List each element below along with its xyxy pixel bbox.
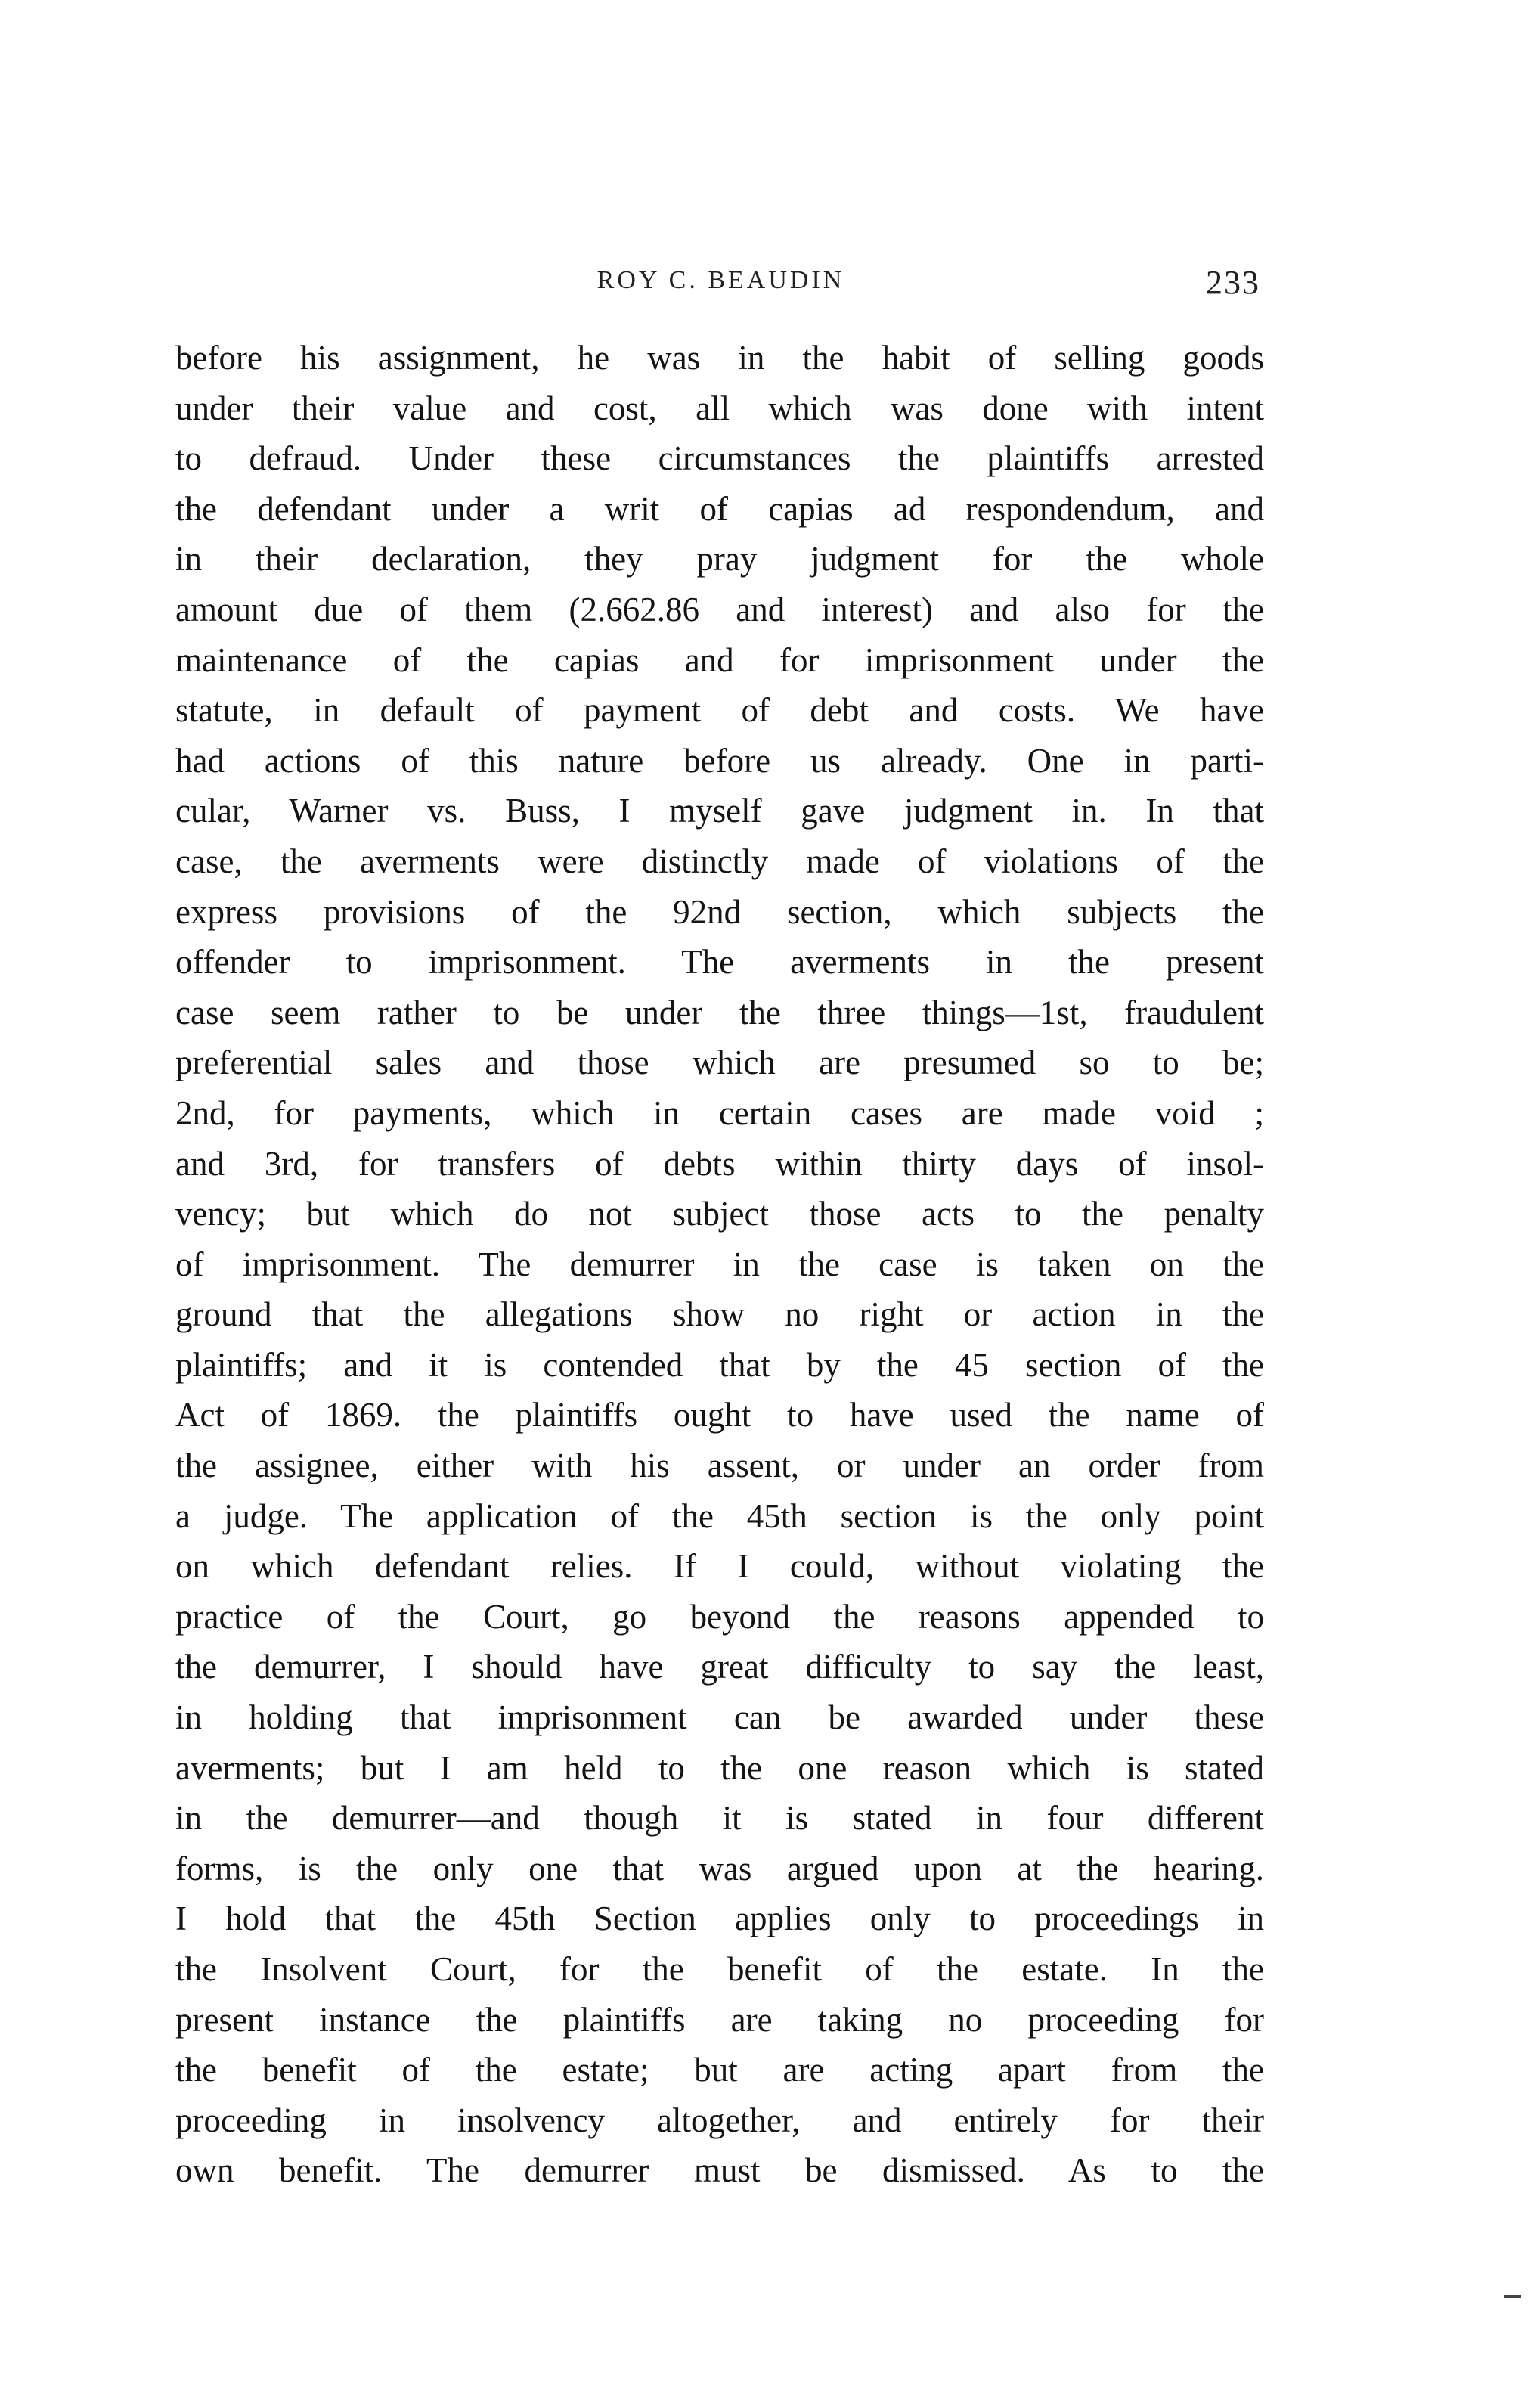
text-line: ground that the allegations show no right or action in the [175, 1295, 1264, 1334]
text-line: preferential sales and those which are presumed so to be; [175, 1044, 1264, 1082]
text-line: practice of the Court, go beyond the reasons appended to [175, 1597, 1264, 1636]
text-line: and 3rd, for transfers of debts within thirty days of insol- [175, 1144, 1264, 1183]
text-line: to defraud. Under these circumstances the plaintiffs arrested [175, 439, 1264, 478]
text-line: had actions of this nature before us already. One in parti- [175, 741, 1264, 780]
page-header [181, 266, 1260, 312]
text-line: statute, in default of payment of debt and costs. We have [175, 691, 1264, 730]
text-line: under their value and cost, all which was done with intent [175, 389, 1264, 427]
margin-mark [1504, 2295, 1521, 2298]
text-line: of imprisonment. The demurrer in the case is taken on the [175, 1245, 1264, 1283]
text-line: I hold that the 45th Section applies only to proceedings in [175, 1900, 1264, 1938]
text-line: proceeding in insolvency altogether, and entirely for their [175, 2101, 1264, 2139]
text-line: the assignee, either with his assent, or under an order from [175, 1447, 1264, 1485]
text-line: vency; but which do not subject those acts to the penalty [175, 1195, 1264, 1233]
text-line: case seem rather to be under the three things—1st, fraudulent [175, 993, 1264, 1031]
text-line: own benefit. The demurrer must be dismissed. As to the [175, 2151, 1264, 2190]
text-line: cular, Warner vs. Buss, I myself gave judgment in. In that [175, 792, 1264, 830]
running-head: ROY C. BEAUDIN [596, 266, 845, 294]
text-line: maintenance of the capias and for imprisonment under the [175, 640, 1264, 679]
text-line: Act of 1869. the plaintiffs ought to have used the name of [175, 1396, 1264, 1434]
text-line: the demurrer, I should have great difficulty to say the least, [175, 1648, 1264, 1686]
text-line: in the demurrer—and though it is stated in four different [175, 1799, 1264, 1838]
text-line: in holding that imprisonment can be awarded under these [175, 1698, 1264, 1737]
text-line: amount due of them (2.662.86 and interest) and also for the [175, 590, 1264, 628]
text-line: averments; but I am held to the one reason which is stated [175, 1748, 1264, 1787]
text-line: express provisions of the 92nd section, which subjects the [175, 892, 1264, 931]
text-line: offender to imprisonment. The averments in the present [175, 943, 1264, 982]
page-number: 233 [1206, 264, 1260, 301]
text-line: the Insolvent Court, for the benefit of the estate. In the [175, 1950, 1264, 1988]
text-line: forms, is the only one that was argued upon at the hearing. [175, 1849, 1264, 1887]
text-line: a judge. The application of the 45th section is the only point [175, 1496, 1264, 1535]
text-line: on which defendant relies. If I could, without violating the [175, 1547, 1264, 1586]
text-line: present instance the plaintiffs are taking no proceeding for [175, 2000, 1264, 2039]
text-line: 2nd, for payments, which in certain cases are made void ; [175, 1093, 1264, 1132]
body-text [175, 333, 1264, 2196]
text-line: the defendant under a writ of capias ad respondendum, and [175, 489, 1264, 528]
text-line: case, the averments were distinctly made of violations of the [175, 842, 1264, 880]
text-line: plaintiffs; and it is contended that by the 45 section of the [175, 1345, 1264, 1384]
text-line: the benefit of the estate; but are acting apart from the [175, 2051, 1264, 2089]
text-line: in their declaration, they pray judgment for the whole [175, 540, 1264, 578]
text-line: before his assignment, he was in the habit of selling goods [175, 339, 1264, 377]
